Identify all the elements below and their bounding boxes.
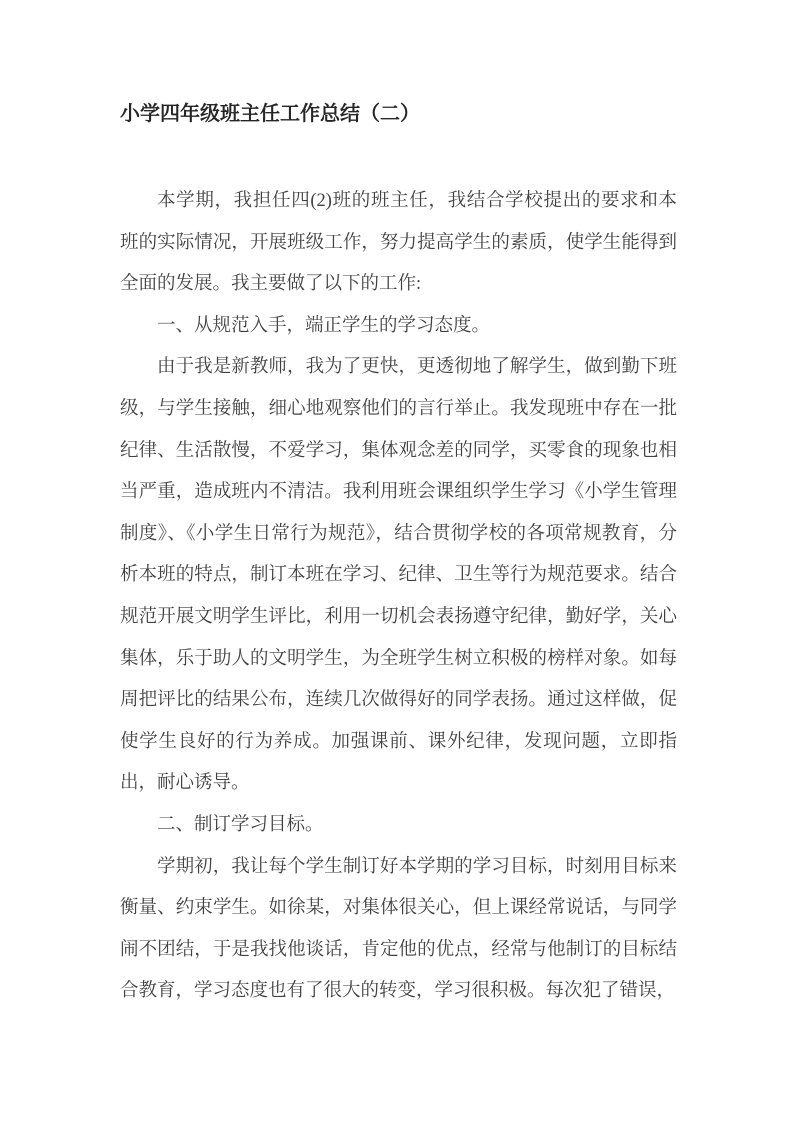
paragraph-section2-body: 学期初，我让每个学生制订好本学期的学习目标，时刻用目标来衡量、约束学生。如徐某，对集体很关心，但上课经常说话，与同学闹不团结，于是我找他谈话，肯定他的优点，经常与他制订的目标结合教育，学习态度也有了很大的转变，学习很积极。每次犯了错误，	[120, 856, 677, 1002]
document-body	[120, 181, 677, 1013]
paragraph-section1-heading: 一、从规范入手，端正学生的学习态度。	[157, 315, 491, 336]
paragraph-section1-body: 由于我是新教师，我为了更快，更透彻地了解学生，做到勤下班级，与学生接触，细心地观察他们的言行举止。我发现班中存在一批纪律、生活散慢，不爱学习，集体观念差的同学，买零食的现象也相当严重，造成班内不清洁。我利用班会课组织学生学习《小学生管理制度》、《小学生日常行为规范》，结合贯彻学校的各项常规教育，分析本班的特点，制订本班在学习、纪律、卫生等行为规范要求。结合规范开展文明学生评比，利用一切机会表扬遵守纪律，勤好学，关心集体，乐于助人的文明学生，为全班学生树立积极的榜样对象。如每周把评比的结果公布，连续几次做得好的同学表扬。通过这样做，促使学生良好的行为养成。加强课前、课外纪律，发现问题，立即指出，耐心诱导。	[120, 357, 677, 794]
paragraph-section2-heading: 二、制订学习目标。	[157, 814, 324, 835]
paragraph-intro: 本学期，我担任四(2)班的班主任，我结合学校提出的要求和本班的实际情况，开展班级工作，努力提高学生的素质，使学生能得到全面的发展。我主要做了以下的工作:	[120, 191, 677, 295]
document-title: 小学四年级班主任工作总结（二）	[120, 103, 420, 125]
